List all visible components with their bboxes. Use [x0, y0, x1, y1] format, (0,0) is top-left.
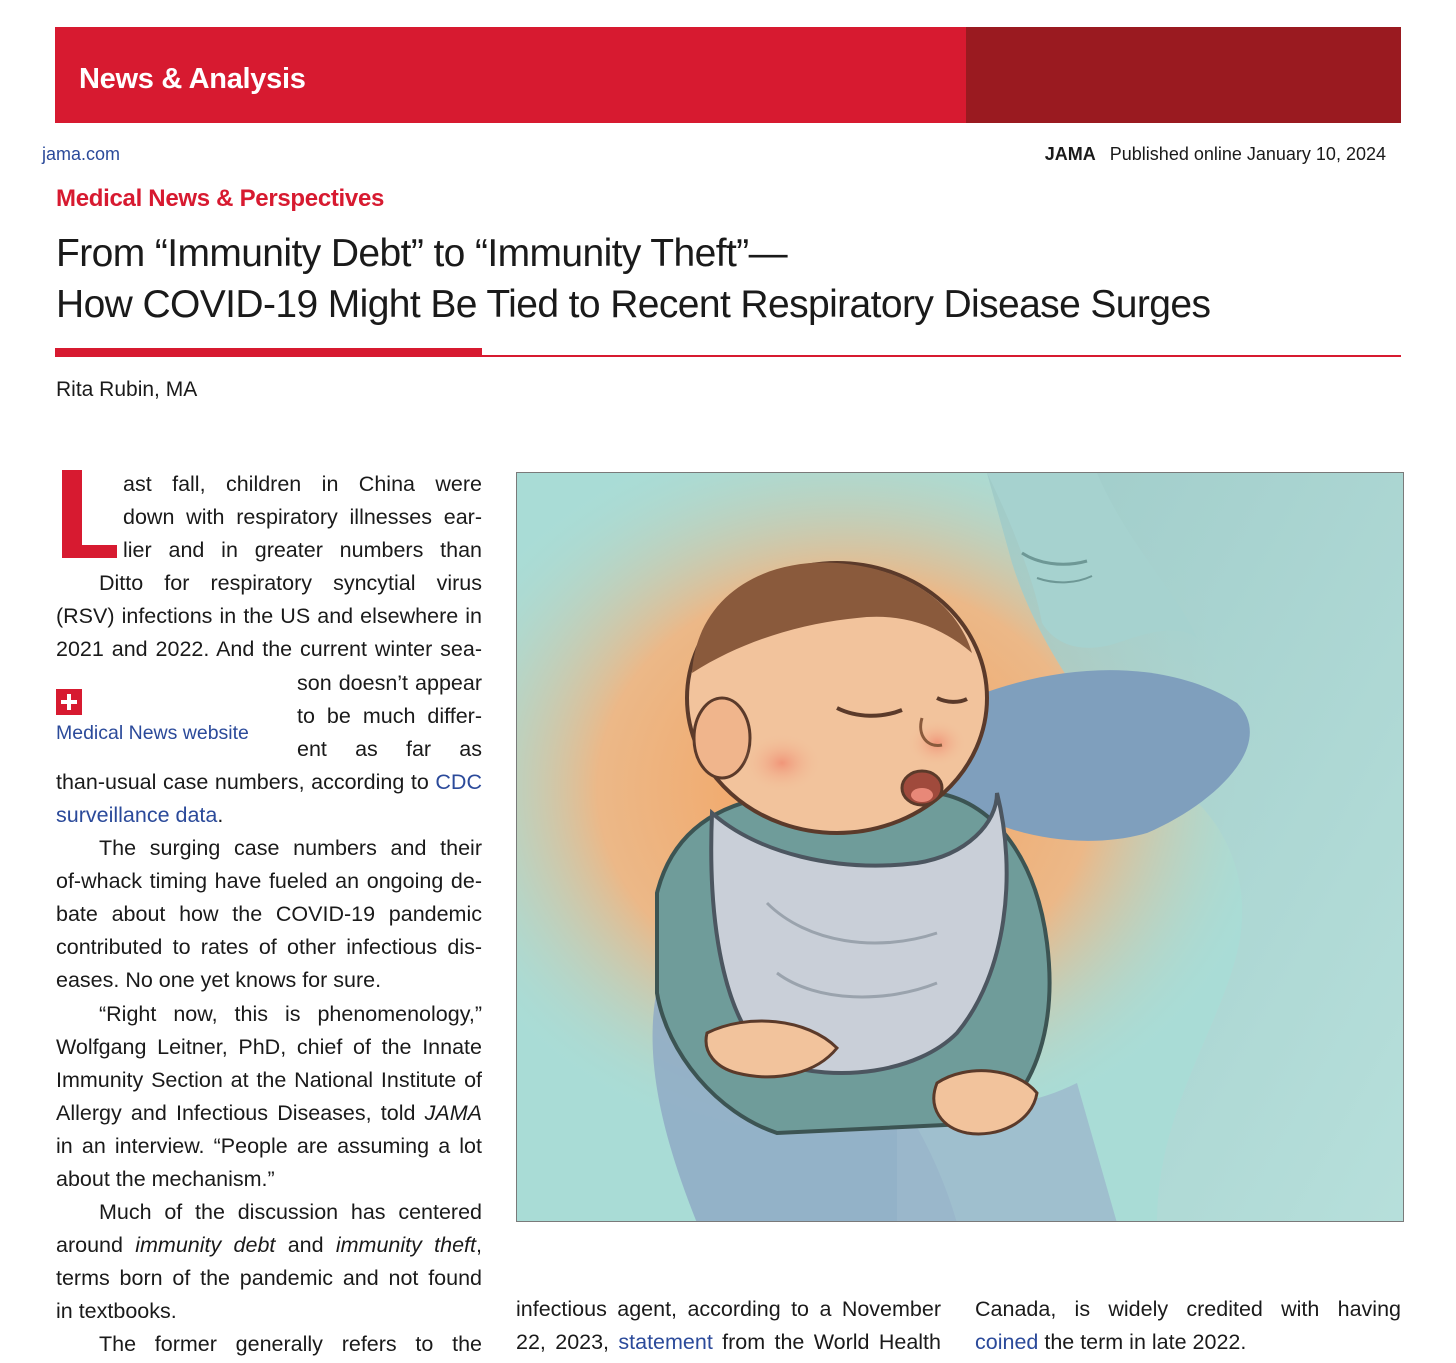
body-text: .: [217, 802, 224, 827]
publication-info: [1045, 144, 1386, 165]
section-banner: [55, 27, 1401, 123]
journal-name: JAMA: [1044, 144, 1096, 164]
body-line: The surging case numbers and their: [99, 836, 482, 861]
cdc-surveillance-link[interactable]: CDC: [435, 769, 482, 794]
body-emphasis: JAMA: [424, 1100, 482, 1125]
body-column-left: [56, 468, 482, 1362]
body-text: from the World Health: [722, 1330, 941, 1355]
article-title: [56, 228, 1396, 330]
body-text: ,: [476, 1233, 482, 1258]
body-line: terms born of the pandemic and not found: [56, 1266, 482, 1291]
body-text: the term in late 2022.: [1044, 1330, 1247, 1355]
body-line: eases. No one yet knows for sure.: [56, 968, 382, 993]
body-column-right: [975, 1293, 1401, 1359]
body-line: Wolfgang Leitner, PhD, chief of the Innate: [56, 1034, 482, 1059]
author-byline: Rita Rubin, MA: [56, 378, 198, 401]
body-line: about the mechanism.”: [56, 1166, 275, 1191]
banner-accent-block: [966, 27, 1401, 123]
infant-illustration: [517, 473, 1404, 1222]
body-line: [56, 1097, 482, 1130]
body-line: “Right now, this is phenomenology,”: [99, 1001, 482, 1026]
body-line: of-whack timing have fueled an ongoing de-: [56, 869, 482, 894]
section-label: Medical News & Perspectives: [56, 185, 385, 212]
body-line: in textbooks.: [56, 1299, 177, 1324]
body-line: [56, 766, 482, 799]
coined-link[interactable]: coined: [975, 1330, 1039, 1355]
who-statement-link[interactable]: statement: [618, 1330, 713, 1355]
article-title-line: How COVID-19 Might Be Tied to Recent Respiratory Disease Surges: [56, 283, 1211, 326]
body-line: (RSV) infections in the US and elsewhere in: [56, 604, 482, 629]
cdc-surveillance-link[interactable]: surveillance data: [56, 802, 218, 827]
body-line: Much of the discussion has centered: [99, 1200, 482, 1225]
body-line: Immunity Section at the National Institute of: [56, 1067, 482, 1092]
body-emphasis: immunity theft: [335, 1233, 477, 1258]
publication-date: Published online January 10, 2024: [1109, 144, 1386, 164]
body-line: [975, 1326, 1401, 1359]
banner-title: News & Analysis: [79, 63, 306, 95]
body-line: lier and in greater numbers than: [123, 538, 482, 563]
body-line: infectious agent, according to a November: [516, 1297, 941, 1321]
body-line: [56, 1229, 482, 1262]
title-rule-thick: [55, 348, 482, 357]
body-column-middle: [516, 1293, 941, 1359]
body-line: Canada, is widely credited with having: [975, 1297, 1401, 1321]
body-line: down with respiratory illnesses ear-: [123, 505, 482, 530]
body-line: contributed to rates of other infectious dis-: [56, 935, 482, 960]
body-line: 2021 and 2022. And the current winter sea-: [56, 637, 482, 662]
body-emphasis: immunity debt: [135, 1233, 276, 1258]
body-text: than-usual case numbers, according to: [56, 769, 429, 794]
body-text: and: [287, 1233, 324, 1258]
medical-news-website-link[interactable]: Medical News website: [56, 722, 249, 744]
body-line: in an interview. “People are assuming a lot: [56, 1133, 482, 1158]
site-url-link[interactable]: jama.com: [42, 144, 121, 164]
body-line: ent as far as: [297, 736, 482, 761]
body-line: Ditto for respiratory syncytial virus: [99, 571, 482, 596]
body-line: [516, 1326, 941, 1359]
body-text: 22, 2023,: [516, 1330, 610, 1355]
body-text: around: [56, 1233, 123, 1258]
body-text: Allergy and Infectious Diseases, told: [56, 1100, 416, 1125]
article-title-line: From “Immunity Debt” to “Immunity Theft”—: [56, 232, 787, 275]
body-line: son doesn’t appear: [297, 670, 482, 695]
body-line: [56, 799, 482, 832]
title-rule-thin: [482, 355, 1401, 357]
body-line: to be much differ-: [297, 703, 482, 728]
body-line: The former generally refers to the: [99, 1332, 482, 1357]
body-line: bate about how the COVID-19 pandemic: [56, 902, 482, 927]
article-illustration: [516, 472, 1404, 1222]
body-line: ast fall, children in China were: [123, 472, 482, 496]
